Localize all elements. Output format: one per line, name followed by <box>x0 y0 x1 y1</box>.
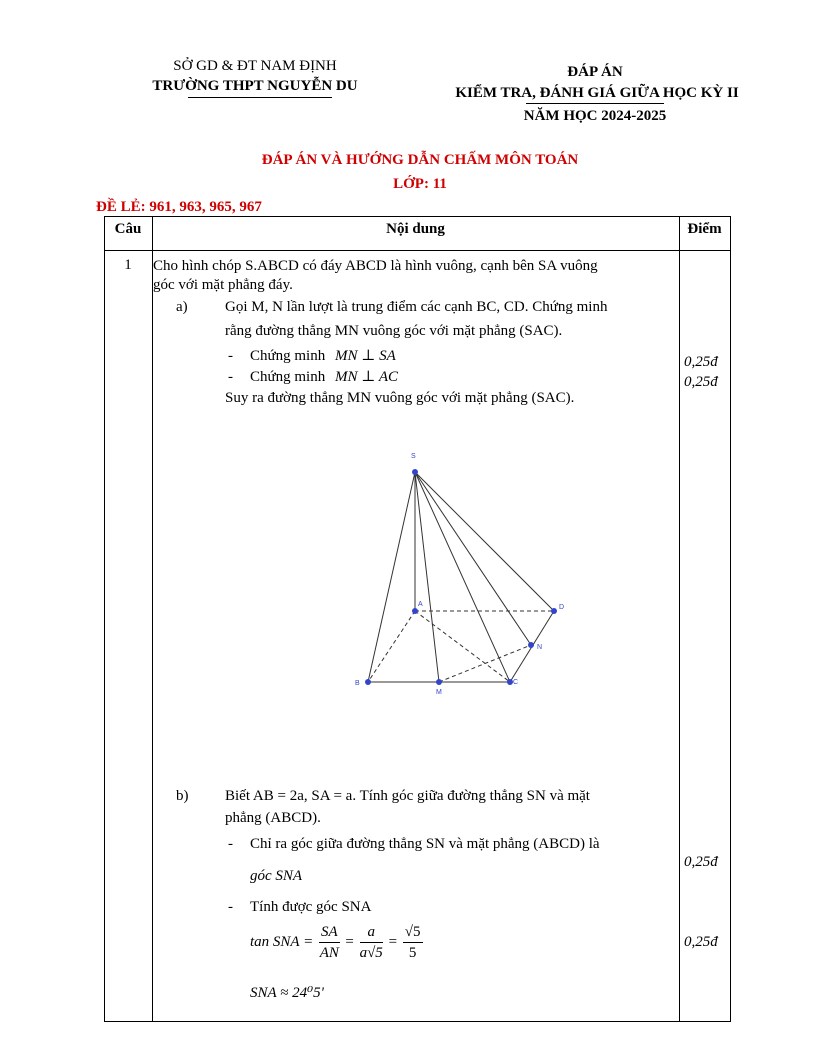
label-N: N <box>537 644 543 651</box>
fraction-3: $\frac{√5}{5}$ <box>404 924 421 961</box>
part-b-label: b) <box>176 788 189 804</box>
col-header-noidung: Nội dung <box>386 221 445 237</box>
point-B <box>365 679 371 685</box>
dash: - <box>228 899 233 915</box>
dash: - <box>228 836 233 852</box>
part-b-text-1: Biết AB = 2a, SA = a. Tính góc giữa đường thẳng SN và mặt <box>225 788 590 804</box>
point-M <box>436 679 442 685</box>
col-header-cau: Câu <box>114 221 142 237</box>
formula-lhs: tan SNA = <box>250 934 314 950</box>
fraction-2: $\frac{a}{a√5}$ <box>359 924 383 961</box>
dept-name: SỞ GD & ĐT NAM ĐỊNH <box>173 58 337 74</box>
step-math: MN ⊥ SA <box>334 348 396 364</box>
label-C: C <box>513 679 519 686</box>
point-D <box>551 608 557 614</box>
label-A: A <box>418 601 423 608</box>
pyramid-figure <box>340 440 580 710</box>
exam-name: KIỂM TRA, ĐÁNH GIÁ GIỮA HỌC KỲ II <box>455 85 739 101</box>
question-number: 1 <box>124 257 132 273</box>
part-b-step-1b: góc SNA <box>250 868 303 884</box>
label-S: S <box>411 453 416 460</box>
part-a-step-2 <box>250 368 398 387</box>
dash: - <box>228 369 233 385</box>
part-a-step-1 <box>250 347 396 366</box>
problem-line-1: Cho hình chóp S.ABCD có đáy ABCD là hình vuông, cạnh bên SA vuông <box>153 258 598 274</box>
angle-result: SNA ≈ 24⁰5' <box>250 985 324 1001</box>
label-M: M <box>436 689 442 696</box>
fraction-1: $\frac{SA}{AN}$ <box>319 924 339 961</box>
part-b-step-1: Chỉ ra góc giữa đường thẳng SN và mặt phẳng (ABCD) là <box>250 836 600 852</box>
col-header-diem: Điểm <box>687 221 722 237</box>
school-year: NĂM HỌC 2024-2025 <box>523 108 667 124</box>
point-A <box>412 608 418 614</box>
label-B: B <box>355 680 360 687</box>
label-D: D <box>559 604 565 611</box>
step-prefix: Chứng minh <box>250 369 326 385</box>
tan-formula: tan SNA = $\frac{SA}{AN}$ = $\frac{a}{a√5}$ = $\frac{√5}{5}$ <box>250 924 421 961</box>
score-a-1: 0,25đ <box>684 354 718 370</box>
step-prefix: Chứng minh <box>250 348 326 364</box>
part-a-text-2: rằng đường thẳng MN vuông góc với mặt phẳng (SAC). <box>225 323 563 339</box>
part-a-text-1: Gọi M, N lần lượt là trung điểm các cạnh BC, CD. Chứng minh <box>225 299 608 315</box>
part-b-text-2: phẳng (ABCD). <box>225 810 321 826</box>
part-a-conclusion: Suy ra đường thẳng MN vuông góc với mặt phẳng (SAC). <box>225 390 575 406</box>
doc-type: ĐÁP ÁN <box>567 64 623 80</box>
score-b-2: 0,25đ <box>684 934 718 950</box>
score-b-1: 0,25đ <box>684 854 718 870</box>
school-underline <box>188 97 332 98</box>
answer-title: ĐÁP ÁN VÀ HƯỚNG DẪN CHẤM MÔN TOÁN <box>261 152 579 168</box>
exam-underline <box>526 103 664 104</box>
part-a-label: a) <box>176 299 188 315</box>
point-N <box>528 642 534 648</box>
exam-codes: ĐỀ LẺ: 961, 963, 965, 967 <box>96 199 262 215</box>
dash: - <box>228 348 233 364</box>
point-S <box>412 469 418 475</box>
problem-line-2: góc với mặt phẳng đáy. <box>153 277 293 293</box>
step-math: MN ⊥ AC <box>334 369 398 385</box>
part-b-step-2: Tính được góc SNA <box>250 899 372 915</box>
school-name: TRƯỜNG THPT NGUYỄN DU <box>152 78 358 94</box>
score-a-2: 0,25đ <box>684 374 718 390</box>
grade-title: LỚP: 11 <box>393 176 447 192</box>
